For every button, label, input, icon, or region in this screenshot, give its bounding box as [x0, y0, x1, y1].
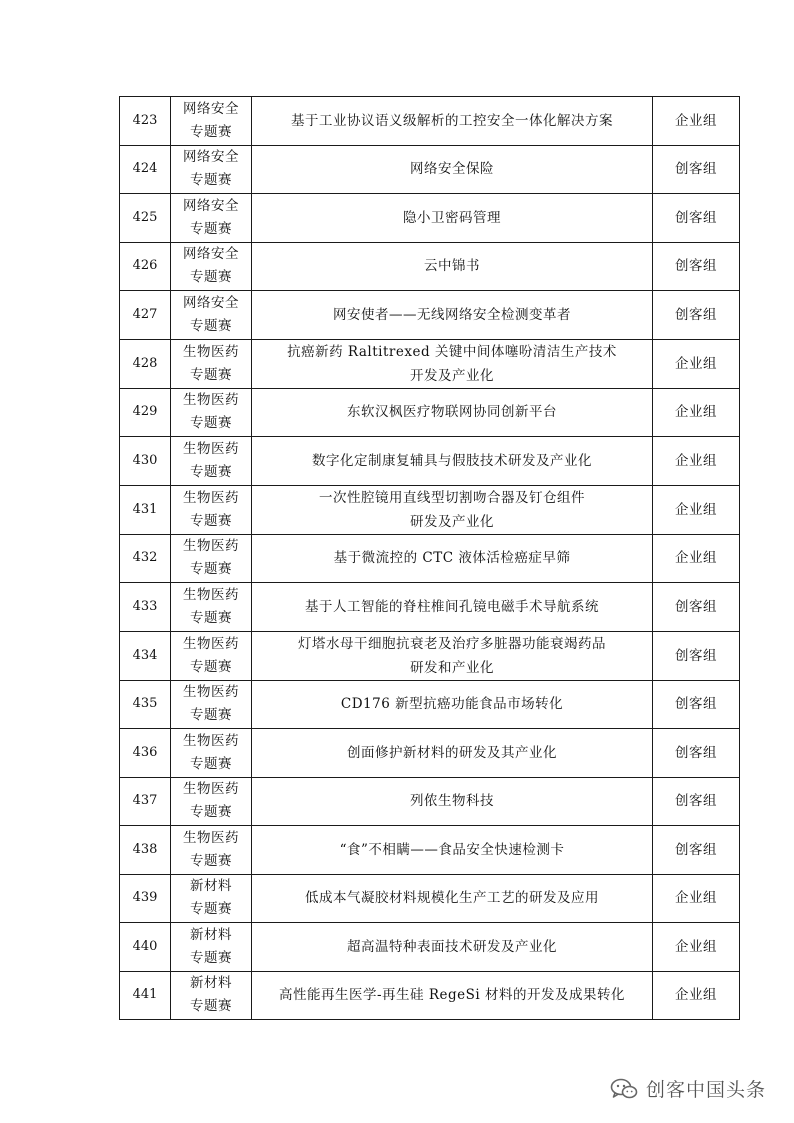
project-name-line: 一次性腔镜用直线型切割吻合器及钉仓组件 — [319, 489, 585, 506]
category-cell — [171, 388, 252, 437]
row-number: 429 — [120, 388, 171, 437]
category-cell — [171, 485, 252, 534]
row-number: 434 — [120, 631, 171, 680]
category-type: 专题赛 — [190, 269, 232, 286]
project-name-cell — [252, 729, 653, 778]
table-row — [120, 631, 740, 680]
project-name-line: 基于微流控的 CTC 液体活检癌症早筛 — [333, 550, 571, 567]
category-cell — [171, 242, 252, 291]
group-cell: 企业组 — [653, 923, 740, 972]
category-field: 生物医药 — [183, 684, 239, 701]
row-number: 423 — [120, 97, 171, 146]
project-name-cell — [252, 777, 653, 826]
category-cell — [171, 437, 252, 486]
category-field: 网络安全 — [183, 149, 239, 166]
row-number: 438 — [120, 826, 171, 875]
table-row — [120, 194, 740, 243]
row-number: 431 — [120, 485, 171, 534]
category-type: 专题赛 — [190, 901, 232, 918]
row-number: 432 — [120, 534, 171, 583]
category-type: 专题赛 — [190, 561, 232, 578]
project-name-line: 东软汉枫医疗物联网协同创新平台 — [347, 404, 557, 421]
project-name-cell — [252, 437, 653, 486]
project-name-cell — [252, 631, 653, 680]
project-name-cell — [252, 339, 653, 388]
category-type: 专题赛 — [190, 949, 232, 966]
project-name-line: 开发及产业化 — [410, 367, 494, 384]
category-field: 生物医药 — [183, 489, 239, 506]
group-cell: 创客组 — [653, 194, 740, 243]
group-cell: 创客组 — [653, 631, 740, 680]
row-number: 436 — [120, 729, 171, 778]
category-field: 生物医药 — [183, 829, 239, 846]
row-number: 426 — [120, 242, 171, 291]
category-type: 专题赛 — [190, 220, 232, 237]
project-name-line: 超高温特种表面技术研发及产业化 — [347, 938, 557, 955]
table-row — [120, 388, 740, 437]
row-number: 439 — [120, 874, 171, 923]
table-row — [120, 242, 740, 291]
project-name-line: 云中锦书 — [424, 258, 480, 275]
row-number: 424 — [120, 145, 171, 194]
project-name-line: 研发和产业化 — [410, 659, 494, 676]
category-type: 专题赛 — [190, 123, 232, 140]
project-name-line: 基于工业协议语义级解析的工控安全一体化解决方案 — [291, 112, 613, 129]
project-name-line: 基于人工智能的脊柱椎间孔镜电磁手术导航系统 — [305, 598, 599, 615]
group-cell: 创客组 — [653, 145, 740, 194]
source-watermark — [610, 1075, 766, 1102]
wechat-icon — [610, 1078, 638, 1100]
category-field: 新材料 — [190, 878, 232, 895]
row-number: 441 — [120, 971, 171, 1020]
category-field: 新材料 — [190, 975, 232, 992]
category-field: 网络安全 — [183, 294, 239, 311]
row-number: 428 — [120, 339, 171, 388]
category-field: 生物医药 — [183, 586, 239, 603]
project-name-line: 网络安全保险 — [410, 161, 494, 178]
project-name-cell — [252, 826, 653, 875]
project-name-line: 数字化定制康复辅具与假肢技术研发及产业化 — [312, 452, 592, 469]
table-body — [120, 97, 740, 1020]
group-cell: 创客组 — [653, 826, 740, 875]
project-list-table — [119, 96, 740, 1020]
project-name-cell — [252, 145, 653, 194]
project-name-line: 网安使者——无线网络安全检测变革者 — [333, 306, 571, 323]
row-number: 437 — [120, 777, 171, 826]
category-type: 专题赛 — [190, 609, 232, 626]
project-name-line: 高性能再生医学-再生硅 RegeSi 材料的开发及成果转化 — [279, 987, 625, 1004]
category-field: 网络安全 — [183, 100, 239, 117]
category-type: 专题赛 — [190, 707, 232, 724]
table-row — [120, 923, 740, 972]
group-cell: 创客组 — [653, 777, 740, 826]
project-name-cell — [252, 534, 653, 583]
project-name-line: 低成本气凝胶材料规模化生产工艺的研发及应用 — [305, 890, 599, 907]
category-field: 生物医药 — [183, 635, 239, 652]
category-type: 专题赛 — [190, 852, 232, 869]
project-name-line: CD176 新型抗癌功能食品市场转化 — [340, 696, 564, 713]
category-type: 专题赛 — [190, 804, 232, 821]
category-type: 专题赛 — [190, 366, 232, 383]
category-cell — [171, 826, 252, 875]
category-field: 生物医药 — [183, 781, 239, 798]
table-row — [120, 680, 740, 729]
project-name-cell — [252, 874, 653, 923]
category-cell — [171, 339, 252, 388]
table-row — [120, 874, 740, 923]
watermark-text: 创客中国头条 — [645, 1079, 766, 1101]
category-cell — [171, 534, 252, 583]
group-cell: 创客组 — [653, 583, 740, 632]
category-type: 专题赛 — [190, 415, 232, 432]
row-number: 433 — [120, 583, 171, 632]
group-cell: 企业组 — [653, 971, 740, 1020]
group-cell: 创客组 — [653, 291, 740, 340]
group-cell: 企业组 — [653, 339, 740, 388]
category-cell — [171, 194, 252, 243]
table-row — [120, 826, 740, 875]
project-name-cell — [252, 388, 653, 437]
project-name-cell — [252, 242, 653, 291]
row-number: 430 — [120, 437, 171, 486]
category-cell — [171, 291, 252, 340]
table-row — [120, 145, 740, 194]
category-field: 网络安全 — [183, 246, 239, 263]
category-type: 专题赛 — [190, 172, 232, 189]
project-name-line: 抗癌新药 Raltitrexed 关键中间体噻吩清洁生产技术 — [287, 343, 617, 360]
category-field: 生物医药 — [183, 392, 239, 409]
project-name-line: 隐小卫密码管理 — [403, 209, 501, 226]
category-field: 生物医药 — [183, 538, 239, 555]
project-name-cell — [252, 485, 653, 534]
category-type: 专题赛 — [190, 998, 232, 1015]
table-row — [120, 291, 740, 340]
group-cell: 创客组 — [653, 242, 740, 291]
table-row — [120, 971, 740, 1020]
group-cell: 企业组 — [653, 485, 740, 534]
category-cell — [171, 97, 252, 146]
category-type: 专题赛 — [190, 463, 232, 480]
project-name-line: 研发及产业化 — [410, 513, 494, 530]
project-name-cell — [252, 923, 653, 972]
project-name-cell — [252, 291, 653, 340]
table-row — [120, 437, 740, 486]
project-name-cell — [252, 971, 653, 1020]
project-name-line: 列侬生物科技 — [410, 793, 494, 810]
category-field: 生物医药 — [183, 440, 239, 457]
row-number: 427 — [120, 291, 171, 340]
project-name-cell — [252, 194, 653, 243]
category-cell — [171, 583, 252, 632]
category-field: 生物医药 — [183, 343, 239, 360]
group-cell: 企业组 — [653, 437, 740, 486]
category-field: 新材料 — [190, 926, 232, 943]
category-type: 专题赛 — [190, 755, 232, 772]
project-name-line: “食”不相瞒——食品安全快速检测卡 — [339, 841, 565, 858]
project-name-line: 创面修护新材料的研发及其产业化 — [347, 744, 557, 761]
category-cell — [171, 729, 252, 778]
category-cell — [171, 874, 252, 923]
group-cell: 创客组 — [653, 680, 740, 729]
row-number: 435 — [120, 680, 171, 729]
category-cell — [171, 145, 252, 194]
project-name-line: 灯塔水母干细胞抗衰老及治疗多脏器功能衰竭药品 — [298, 635, 606, 652]
category-type: 专题赛 — [190, 658, 232, 675]
category-field: 网络安全 — [183, 197, 239, 214]
category-type: 专题赛 — [190, 512, 232, 529]
group-cell: 企业组 — [653, 388, 740, 437]
group-cell: 企业组 — [653, 97, 740, 146]
table-row — [120, 339, 740, 388]
project-name-cell — [252, 97, 653, 146]
table-row — [120, 534, 740, 583]
table-row — [120, 97, 740, 146]
project-name-cell — [252, 583, 653, 632]
category-cell — [171, 680, 252, 729]
project-name-cell — [252, 680, 653, 729]
table-row — [120, 583, 740, 632]
group-cell: 企业组 — [653, 874, 740, 923]
category-cell — [171, 923, 252, 972]
category-cell — [171, 631, 252, 680]
table-row — [120, 729, 740, 778]
group-cell: 企业组 — [653, 534, 740, 583]
category-cell — [171, 777, 252, 826]
category-field: 生物医药 — [183, 732, 239, 749]
group-cell: 创客组 — [653, 729, 740, 778]
category-cell — [171, 971, 252, 1020]
row-number: 440 — [120, 923, 171, 972]
row-number: 425 — [120, 194, 171, 243]
category-type: 专题赛 — [190, 317, 232, 334]
table-row — [120, 485, 740, 534]
table-row — [120, 777, 740, 826]
